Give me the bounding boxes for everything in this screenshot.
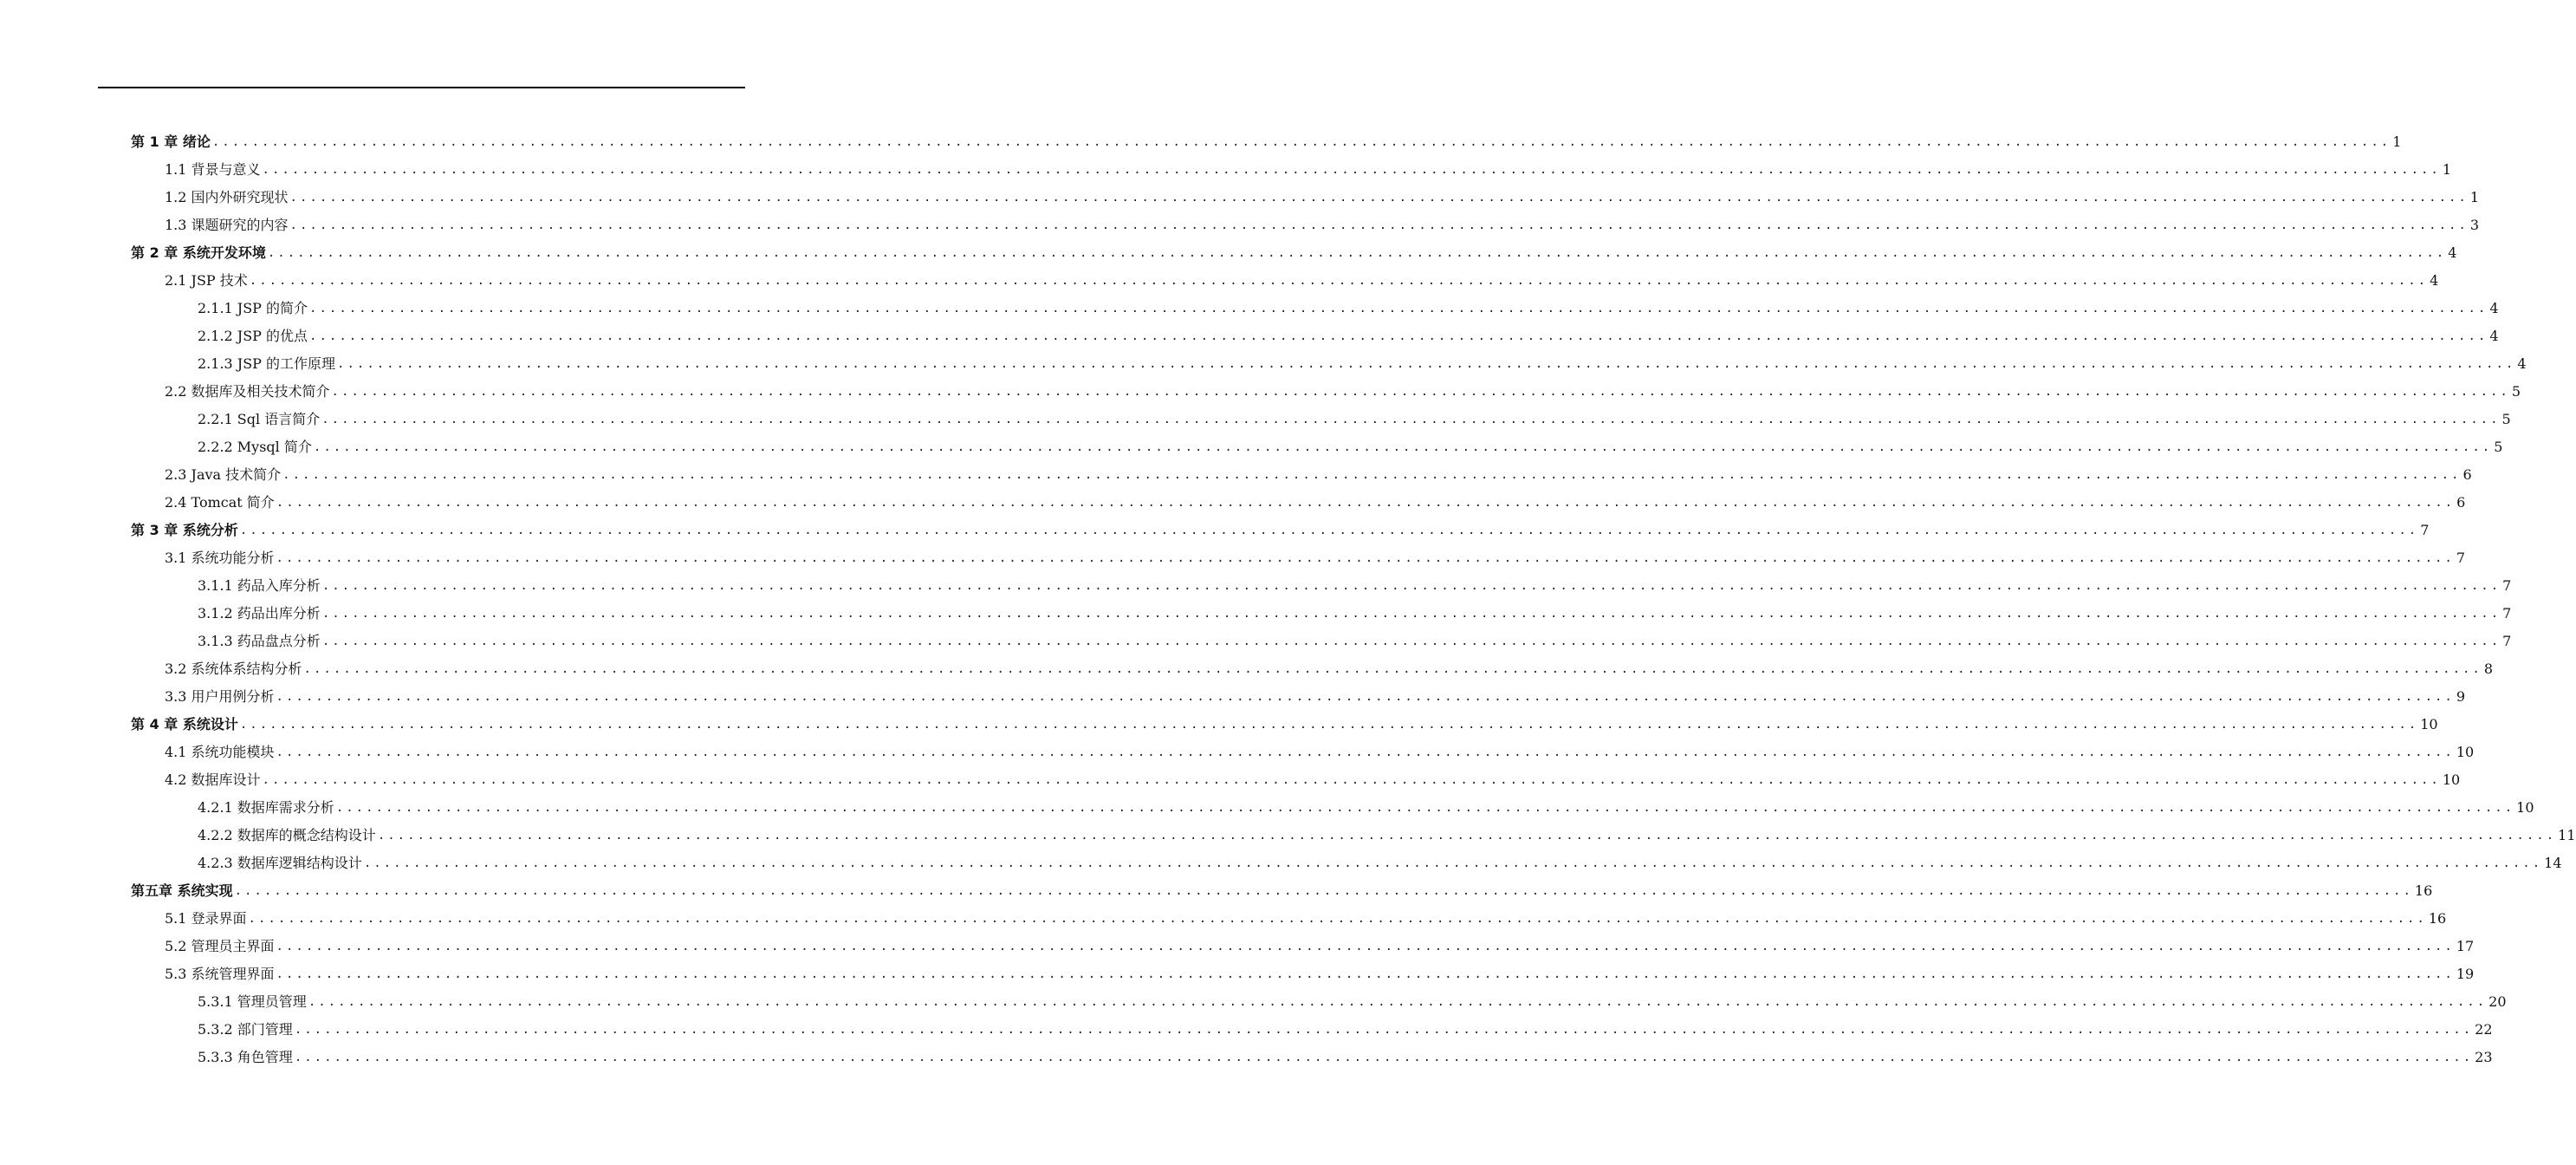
toc-dot-leader: ............................................................................................................................................................................................................................ xyxy=(262,163,2441,177)
toc-entry-title: 1.1 背景与意义 xyxy=(165,161,261,178)
toc-entry-title: 2.1.2 JSP 的优点 xyxy=(198,328,308,344)
toc-entry-2-2-2[interactable] xyxy=(198,434,2503,460)
toc-entry-title: 2.2.1 Sql 语言简介 xyxy=(198,411,321,427)
toc-entry-title: 4.2.3 数据库逻辑结构设计 xyxy=(198,855,362,871)
toc-entry-title: 4.2 数据库设计 xyxy=(165,771,261,788)
toc-entry-chapter-5[interactable] xyxy=(131,878,2433,904)
toc-entry-title: 1.2 国内外研究现状 xyxy=(165,189,289,205)
toc-entry-page: 7 xyxy=(2502,577,2512,594)
toc-dot-leader: ............................................................................................................................................................................................................................ xyxy=(262,773,2441,787)
toc-entry-title: 1.3 课题研究的内容 xyxy=(165,217,289,233)
toc-entry-4-2-2[interactable] xyxy=(198,823,2576,849)
toc-entry-title: 第 4 章 系统设计 xyxy=(131,716,238,732)
toc-entry-page: 10 xyxy=(2456,744,2475,760)
toc-entry-page: 7 xyxy=(2456,550,2466,566)
toc-dot-leader: ............................................................................................................................................................................................................................ xyxy=(331,385,2510,399)
toc-dot-leader: ............................................................................................................................................................................................................................ xyxy=(321,607,2501,621)
toc-dot-leader: ............................................................................................................................................................................................................................ xyxy=(276,690,2455,704)
toc-dot-leader: ............................................................................................................................................................................................................................ xyxy=(211,135,2391,149)
toc-entry-page: 22 xyxy=(2475,1021,2493,1038)
toc-entry-title: 第 2 章 系统开发环境 xyxy=(131,244,266,261)
toc-dot-leader: ............................................................................................................................................................................................................................ xyxy=(234,884,2413,898)
toc-dot-leader: ............................................................................................................................................................................................................................ xyxy=(294,1023,2474,1037)
toc-entry-3-1[interactable] xyxy=(165,545,2466,571)
toc-dot-leader: ............................................................................................................................................................................................................................ xyxy=(308,995,2488,1009)
toc-dot-leader: ............................................................................................................................................................................................................................ xyxy=(282,468,2462,482)
toc-entry-page: 10 xyxy=(2420,716,2438,732)
toc-entry-title: 2.3 Java 技术简介 xyxy=(165,466,282,483)
toc-entry-5-3[interactable] xyxy=(165,961,2475,987)
toc-entry-1-1[interactable] xyxy=(165,157,2452,183)
toc-entry-page: 5 xyxy=(2511,383,2521,400)
toc-entry-chapter-1[interactable] xyxy=(131,129,2402,155)
toc-entry-4-2-1[interactable] xyxy=(198,795,2534,821)
toc-entry-page: 10 xyxy=(2516,799,2534,816)
toc-entry-3-2[interactable] xyxy=(165,656,2494,682)
toc-entry-page: 9 xyxy=(2456,688,2466,705)
toc-entry-2-4[interactable] xyxy=(165,490,2466,516)
toc-dot-leader: ............................................................................................................................................................................................................................ xyxy=(313,440,2493,454)
toc-entry-1-3[interactable] xyxy=(165,212,2480,238)
toc-entry-page: 4 xyxy=(2489,300,2499,316)
toc-entry-5-3-1[interactable] xyxy=(198,989,2507,1015)
toc-entry-title: 4.1 系统功能模块 xyxy=(165,744,275,760)
toc-entry-page: 7 xyxy=(2502,633,2512,649)
toc-dot-leader: ............................................................................................................................................................................................................................ xyxy=(239,524,2419,537)
toc-entry-title: 4.2.2 数据库的概念结构设计 xyxy=(198,827,376,843)
toc-entry-5-3-2[interactable] xyxy=(198,1017,2493,1043)
toc-entry-5-1[interactable] xyxy=(165,906,2447,932)
toc-entry-4-1[interactable] xyxy=(165,739,2475,765)
toc-entry-title: 5.3.1 管理员管理 xyxy=(198,993,307,1010)
toc-dot-leader: ............................................................................................................................................................................................................................ xyxy=(289,191,2469,205)
toc-entry-5-2[interactable] xyxy=(165,934,2475,960)
header-rule xyxy=(98,87,745,88)
toc-entry-title: 3.3 用户用例分析 xyxy=(165,688,275,705)
toc-entry-page: 7 xyxy=(2502,605,2512,622)
toc-entry-page: 1 xyxy=(2469,189,2480,205)
toc-dot-leader: ............................................................................................................................................................................................................................ xyxy=(248,912,2427,926)
toc-entry-2-3[interactable] xyxy=(165,462,2472,488)
toc-dot-leader: ............................................................................................................................................................................................................................ xyxy=(249,274,2429,288)
toc-entry-title: 5.2 管理员主界面 xyxy=(165,938,275,954)
toc-entry-title: 2.2.2 Mysql 简介 xyxy=(198,439,312,455)
toc-entry-page: 4 xyxy=(2448,244,2457,261)
toc-entry-page: 16 xyxy=(2428,910,2447,927)
toc-dot-leader: ............................................................................................................................................................................................................................ xyxy=(276,496,2456,510)
toc-dot-leader: ............................................................................................................................................................................................................................ xyxy=(303,662,2482,676)
toc-entry-title: 3.1 系统功能分析 xyxy=(165,550,275,566)
toc-entry-title: 5.3.2 部门管理 xyxy=(198,1021,293,1038)
toc-entry-page: 17 xyxy=(2456,938,2475,954)
toc-dot-leader: ............................................................................................................................................................................................................................ xyxy=(294,1051,2474,1064)
toc-entry-page: 16 xyxy=(2414,882,2433,899)
toc-entry-page: 6 xyxy=(2456,494,2466,511)
toc-entry-title: 5.3 系统管理界面 xyxy=(165,966,275,982)
toc-entry-3-3[interactable] xyxy=(165,684,2466,710)
toc-entry-page: 11 xyxy=(2558,827,2576,843)
toc-dot-leader: ............................................................................................................................................................................................................................ xyxy=(239,718,2419,732)
toc-entry-page: 4 xyxy=(2430,272,2439,289)
toc-entry-page: 5 xyxy=(2501,411,2511,427)
toc-entry-page: 23 xyxy=(2475,1049,2493,1065)
toc-entry-2-1-3[interactable] xyxy=(198,351,2527,377)
toc-entry-4-2-3[interactable] xyxy=(198,850,2562,876)
toc-dot-leader: ............................................................................................................................................................................................................................ xyxy=(309,329,2488,343)
toc-dot-leader: ............................................................................................................................................................................................................................ xyxy=(337,357,2516,371)
toc-entry-title: 第五章 系统实现 xyxy=(131,882,233,899)
toc-entry-page: 1 xyxy=(2442,161,2452,178)
toc-entry-title: 5.3.3 角色管理 xyxy=(198,1049,293,1065)
toc-dot-leader: ............................................................................................................................................................................................................................ xyxy=(276,551,2455,565)
toc-dot-leader: ............................................................................................................................................................................................................................ xyxy=(289,218,2469,232)
toc-entry-chapter-4[interactable] xyxy=(131,712,2438,738)
toc-entry-title: 3.1.2 药品出库分析 xyxy=(198,605,321,622)
toc-dot-leader: ............................................................................................................................................................................................................................ xyxy=(321,635,2501,648)
toc-entry-page: 4 xyxy=(2517,355,2527,372)
toc-entry-title: 3.1.1 药品入库分析 xyxy=(198,577,321,594)
toc-entry-3-1-2[interactable] xyxy=(198,601,2512,627)
toc-entry-page: 6 xyxy=(2462,466,2472,483)
toc-dot-leader: ............................................................................................................................................................................................................................ xyxy=(276,940,2455,953)
toc-entry-1-2[interactable] xyxy=(165,185,2480,211)
toc-entry-title: 4.2.1 数据库需求分析 xyxy=(198,799,334,816)
toc-dot-leader: ............................................................................................................................................................................................................................ xyxy=(276,745,2455,759)
toc-entry-title: 2.1.1 JSP 的简介 xyxy=(198,300,308,316)
toc-entry-title: 3.1.3 药品盘点分析 xyxy=(198,633,321,649)
toc-entry-page: 8 xyxy=(2483,661,2494,677)
toc-dot-leader: ............................................................................................................................................................................................................................ xyxy=(321,413,2501,426)
toc-entry-chapter-3[interactable] xyxy=(131,517,2430,543)
toc-dot-leader: ............................................................................................................................................................................................................................ xyxy=(377,829,2557,843)
toc-entry-5-3-3[interactable] xyxy=(198,1045,2493,1071)
toc-entry-4-2[interactable] xyxy=(165,767,2461,793)
toc-dot-leader: ............................................................................................................................................................................................................................ xyxy=(267,246,2447,260)
toc-entry-title: 2.1.3 JSP 的工作原理 xyxy=(198,355,336,372)
toc-entry-page: 1 xyxy=(2392,133,2402,150)
toc-dot-leader: ............................................................................................................................................................................................................................ xyxy=(276,967,2455,981)
toc-entry-title: 2.1 JSP 技术 xyxy=(165,272,248,289)
toc-entry-chapter-2[interactable] xyxy=(131,240,2457,266)
toc-entry-page: 5 xyxy=(2494,439,2503,455)
toc-dot-leader: ............................................................................................................................................................................................................................ xyxy=(335,801,2515,815)
toc-entry-title: 第 3 章 系统分析 xyxy=(131,522,238,538)
toc-dot-leader: ............................................................................................................................................................................................................................ xyxy=(363,856,2543,870)
toc-entry-2-1-1[interactable] xyxy=(198,296,2499,322)
toc-entry-2-1[interactable] xyxy=(165,268,2439,294)
toc-entry-page: 10 xyxy=(2442,771,2461,788)
toc-entry-page: 7 xyxy=(2420,522,2430,538)
toc-entry-title: 2.4 Tomcat 简介 xyxy=(165,494,275,511)
toc-entry-page: 3 xyxy=(2469,217,2480,233)
toc-dot-leader: ............................................................................................................................................................................................................................ xyxy=(321,579,2501,593)
toc-entry-2-2[interactable] xyxy=(165,379,2521,405)
toc-entry-page: 19 xyxy=(2456,966,2475,982)
toc-entry-3-1-3[interactable] xyxy=(198,628,2512,654)
toc-entry-page: 20 xyxy=(2488,993,2507,1010)
toc-entry-3-1-1[interactable] xyxy=(198,573,2512,599)
toc-entry-title: 5.1 登录界面 xyxy=(165,910,247,927)
toc-dot-leader: ............................................................................................................................................................................................................................ xyxy=(309,302,2488,316)
toc-entry-page: 14 xyxy=(2544,855,2562,871)
toc-entry-title: 2.2 数据库及相关技术简介 xyxy=(165,383,330,400)
toc-entry-title: 3.2 系统体系结构分析 xyxy=(165,661,302,677)
toc-entry-page: 4 xyxy=(2489,328,2499,344)
toc-entry-title: 第 1 章 绪论 xyxy=(131,133,211,150)
toc-entry-2-1-2[interactable] xyxy=(198,323,2499,349)
toc-entry-2-2-1[interactable] xyxy=(198,407,2511,433)
